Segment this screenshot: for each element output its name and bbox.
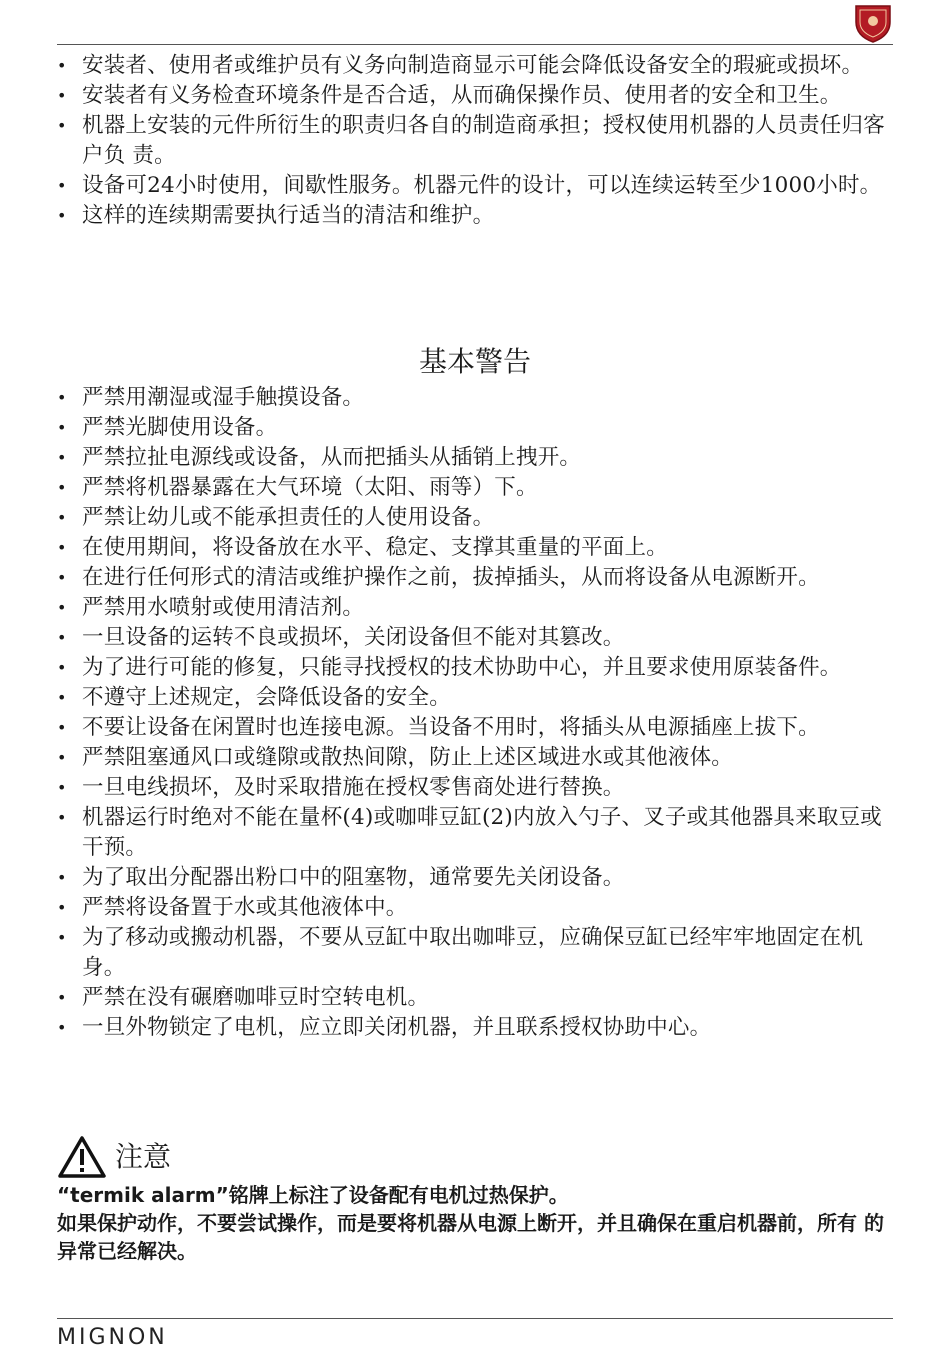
- list-item-text: 严禁让幼儿或不能承担责任的人使用设备。: [82, 505, 495, 530]
- list-item: [57, 713, 893, 743]
- bullet-icon: •: [57, 808, 67, 827]
- bullet-icon: •: [57, 718, 67, 737]
- bullet-icon: •: [57, 206, 67, 225]
- bullet-icon: •: [57, 628, 67, 647]
- list-item: [57, 983, 893, 1013]
- list-item-text: 机器上安装的元件所衍生的职责归各自的制造商承担；授权使用机器的人员责任归客户负 责。: [82, 113, 885, 168]
- list-item: [57, 593, 893, 623]
- list-item: [57, 923, 893, 983]
- bullet-icon: •: [57, 748, 67, 767]
- bullet-icon: •: [57, 508, 67, 527]
- bullet-icon: •: [57, 598, 67, 617]
- bullet-icon: •: [57, 778, 67, 797]
- note-header: [57, 1134, 171, 1180]
- list-item-text: 安装者、使用者或维护员有义务向制造商显示可能会降低设备安全的瑕疵或损坏。: [82, 53, 864, 78]
- note-title: 注意: [115, 1140, 172, 1173]
- bullet-icon: •: [57, 868, 67, 887]
- header-rule: [57, 44, 893, 45]
- list-item: [57, 863, 893, 893]
- bullet-icon: •: [57, 1018, 67, 1037]
- list-item-text: 这样的连续期需要执行适当的清洁和维护。: [82, 203, 495, 228]
- list-item-text: 为了移动或搬动机器，不要从豆缸中取出咖啡豆，应确保豆缸已经牢牢地固定在机身。: [82, 925, 864, 980]
- bullet-icon: •: [57, 448, 67, 467]
- list-item-text: 不要让设备在闲置时也连接电源。当设备不用时，将插头从电源插座上拔下。: [82, 715, 820, 740]
- list-item-text: 严禁阻塞通风口或缝隙或散热间隙，防止上述区域进水或其他液体。: [82, 745, 734, 770]
- list-item: [57, 743, 893, 773]
- crest-logo-icon: [852, 2, 894, 44]
- note-body: [57, 1181, 893, 1265]
- bullet-icon: •: [57, 176, 67, 195]
- bullet-icon: •: [57, 56, 67, 75]
- bullet-icon: •: [57, 538, 67, 557]
- brand-logo: MIGNON: [57, 1325, 168, 1350]
- list-item: [57, 383, 893, 413]
- list-item-text: 严禁在没有碾磨咖啡豆时空转电机。: [82, 985, 430, 1010]
- list-item-text: 严禁拉扯电源线或设备，从而把插头从插销上拽开。: [82, 445, 582, 470]
- list-item-text: 为了取出分配器出粉口中的阻塞物，通常要先关闭设备。: [82, 865, 625, 890]
- list-item: [57, 171, 893, 201]
- list-item: [57, 503, 893, 533]
- list-item: [57, 201, 893, 231]
- bullet-icon: •: [57, 688, 67, 707]
- bullet-icon: •: [57, 928, 67, 947]
- list-item-text: 严禁光脚使用设备。: [82, 415, 278, 440]
- list-item-text: 一旦外物锁定了电机，应立即关闭机器，并且联系授权协助中心。: [82, 1015, 712, 1040]
- list-item: [57, 1013, 893, 1043]
- bullet-icon: •: [57, 568, 67, 587]
- list-item-text: 不遵守上述规定，会降低设备的安全。: [82, 685, 451, 710]
- list-item-text: 严禁将机器暴露在大气环境（太阳、雨等）下。: [82, 475, 538, 500]
- bullet-icon: •: [57, 898, 67, 917]
- list-item: [57, 443, 893, 473]
- list-item-text: 设备可24小时使用，间歇性服务。机器元件的设计，可以连续运转至少1000小时。: [82, 173, 882, 198]
- list-item-text: 为了进行可能的修复，只能寻找授权的技术协助中心，并且要求使用原装备件。: [82, 655, 842, 680]
- footer-rule: [57, 1318, 893, 1319]
- bullet-icon: •: [57, 116, 67, 135]
- list-item-text: 严禁用潮湿或湿手触摸设备。: [82, 385, 365, 410]
- bullet-icon: •: [57, 988, 67, 1007]
- bullet-icon: •: [57, 418, 67, 437]
- list-item: [57, 51, 893, 81]
- bullet-icon: •: [57, 478, 67, 497]
- list-item-text: 严禁用水喷射或使用清洁剂。: [82, 595, 365, 620]
- list-item: [57, 111, 893, 171]
- warning-list: [57, 383, 893, 1043]
- list-item: [57, 533, 893, 563]
- list-item: [57, 473, 893, 503]
- list-item: [57, 893, 893, 923]
- list-item: [57, 563, 893, 593]
- list-item: [57, 683, 893, 713]
- warning-triangle-icon: [57, 1134, 107, 1180]
- list-item-text: 一旦电线损坏，及时采取措施在授权零售商处进行替换。: [82, 775, 625, 800]
- list-item-text: 一旦设备的运转不良或损坏，关闭设备但不能对其篡改。: [82, 625, 625, 650]
- list-item: [57, 773, 893, 803]
- list-item-text: 安装者有义务检查环境条件是否合适，从而确保操作员、使用者的安全和卫生。: [82, 83, 842, 108]
- list-item-text: 在进行任何形式的清洁或维护操作之前，拔掉插头，从而将设备从电源断开。: [82, 565, 820, 590]
- list-item-text: 严禁将设备置于水或其他液体中。: [82, 895, 408, 920]
- list-item: [57, 413, 893, 443]
- bullet-icon: •: [57, 86, 67, 105]
- list-item: [57, 81, 893, 111]
- list-item-text: 在使用期间，将设备放在水平、稳定、支撑其重量的平面上。: [82, 535, 668, 560]
- list-item: [57, 653, 893, 683]
- section-title: 基本警告: [418, 345, 531, 378]
- note-line-1: “termik alarm”铭牌上标注了设备配有电机过热保护。: [57, 1183, 569, 1207]
- intro-list: [57, 51, 893, 231]
- bullet-icon: •: [57, 388, 67, 407]
- bullet-icon: •: [57, 658, 67, 677]
- list-item-text: 机器运行时绝对不能在量杯(4)或咖啡豆缸(2)内放入勺子、叉子或其他器具来取豆或干预。: [82, 805, 882, 860]
- list-item: [57, 803, 893, 863]
- list-item: [57, 623, 893, 653]
- note-line-2: 如果保护动作，不要尝试操作，而是要将机器从电源上断开，并且确保在重启机器前，所有 的异常已经解决。: [57, 1211, 884, 1263]
